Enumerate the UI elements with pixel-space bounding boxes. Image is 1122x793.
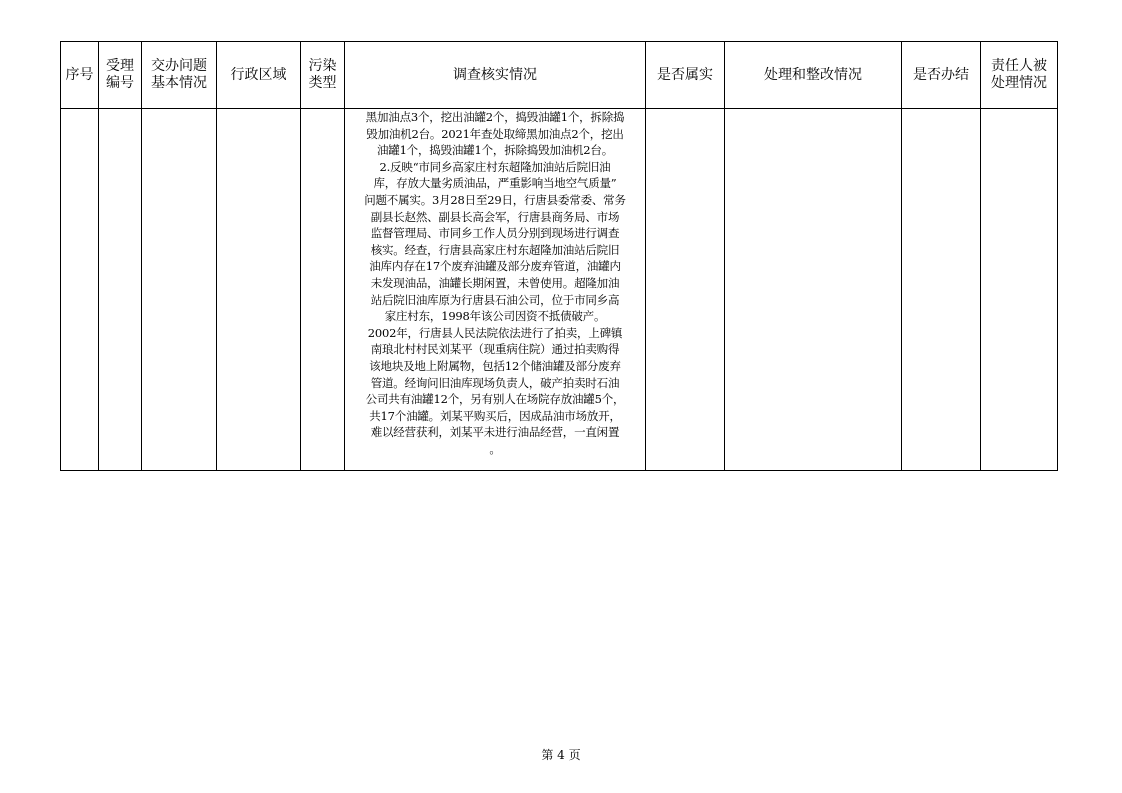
header-row	[61, 42, 1058, 109]
cell-handling	[725, 109, 902, 471]
page-number: 第 4 页	[541, 748, 581, 762]
header-seq: 序号	[61, 42, 99, 109]
header-handling: 处理和整改情况	[725, 42, 902, 109]
cell-issue	[142, 109, 217, 471]
header-region: 行政区域	[217, 42, 301, 109]
header-closed: 是否办结	[902, 42, 981, 109]
header-accept-no: 受理 编号	[99, 42, 142, 109]
cell-verified	[646, 109, 725, 471]
cell-pollution-type	[301, 109, 345, 471]
header-responsible: 责任人被 处理情况	[981, 42, 1058, 109]
header-pollution-type: 污染 类型	[301, 42, 345, 109]
header-investigation: 调查核实情况	[345, 42, 646, 109]
cell-investigation	[345, 109, 646, 471]
cell-accept-no	[99, 109, 142, 471]
cell-closed	[902, 109, 981, 471]
cell-responsible	[981, 109, 1058, 471]
header-verified: 是否属实	[646, 42, 725, 109]
investigation-text: 黑加油点3个，挖出油罐2个，捣毁油罐1个，拆除捣 毁加油机2台。2021年查处取缔黑加油点2个，挖出 油罐1个，捣毁油罐1个，拆除捣毁加油机2台。 2.反映“市同乡高家庄村东超隆加油站后院旧油 库，存放大量劣质油品，严重影响当地空气质量” 问题不属实。3月28日至29日，行唐县委常委、常务 副县长赵然、副县长高会军，行唐县商务局、市场 监督管理局、市同乡工作人员分别到现场进行调查 核实。经查，行唐县高家庄村东超隆加油站后院旧 油库内存在17个废弃油罐及部分废弃管道，油罐内 未发现油品，油罐长期闲置，未曾使用。超隆加油 站后院旧油库原为行唐县石油公司，位于市同乡高 家庄村东，1998年该公司因资不抵债破产。 2002年，行唐县人民法院依法进行了拍卖，上碑镇 南琅北村村民刘某平（现重病住院）通过拍卖购得 该地块及地上附属物，包括12个储油罐及部分废弃 管道。经询问旧油库现场负责人，破产拍卖时石油 公司共有油罐12个，另有别人在场院存放油罐5个， 共17个油罐。刘某平购买后，因成品油市场放开， 难以经营获利，刘某平未进行油品经营，一直闲置 。	[364, 110, 626, 456]
cell-seq	[61, 109, 99, 471]
complaint-table	[60, 41, 1058, 471]
header-issue: 交办问题 基本情况	[142, 42, 217, 109]
table-row	[61, 109, 1058, 471]
cell-region	[217, 109, 301, 471]
